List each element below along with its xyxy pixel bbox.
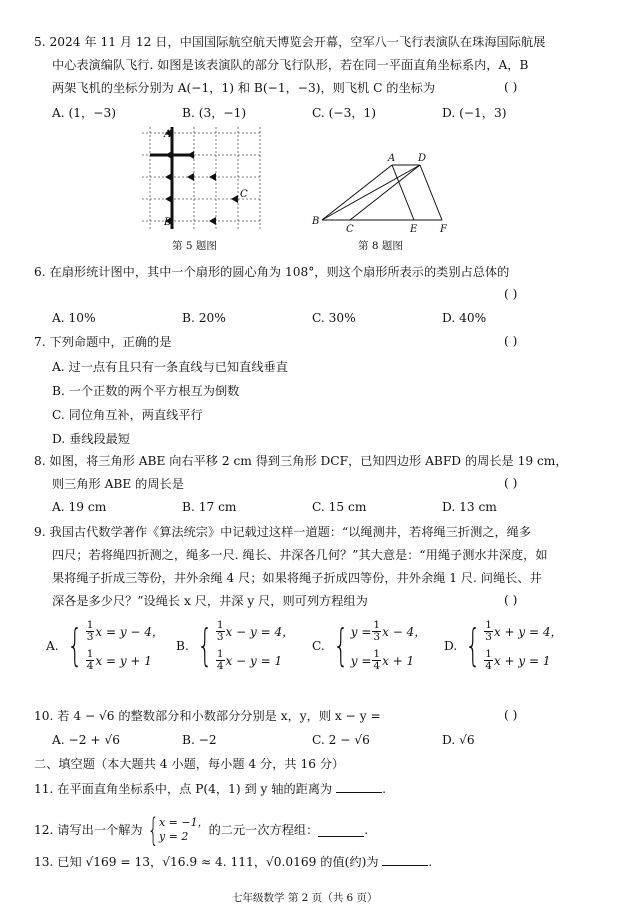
q9-option-d [444, 620, 562, 672]
q8-option-b: B. 17 cm [182, 500, 237, 514]
q5-line3: 两架飞机的坐标分别为 A(−1，1) 和 B(−1，−3)，则飞机 C 的坐标为 [52, 81, 436, 95]
q7-answer-paren: ( ) [504, 334, 518, 348]
q8-answer-paren: ( ) [504, 476, 518, 490]
q7-option-a: A. 过一点有且只有一条直线与已知直线垂直 [52, 360, 288, 374]
q9-line3: 果将绳子折成三等份，井外余绳 4 尺；如果将绳子折成四等份，井外余绳 1 尺. 问绳长、井 [52, 571, 542, 585]
section-2-heading: 二、填空题（本大题共 4 小题，每小题 4 分，共 16 分） [34, 757, 345, 771]
q8-line1: 8. 如图，将三角形 ABE 向右平移 2 cm 得到三角形 DCF，已知四边形 ABFD 的周长是 19 cm， [34, 454, 568, 468]
q10-option-a: A. −2 + √6 [52, 733, 120, 747]
q9-c-eq1: y = $\frac{1}{3}$ x − 4， [350, 619, 427, 643]
q10-option-c: C. 2 − √6 [312, 733, 370, 747]
fig8-label-e: E [410, 224, 418, 234]
brace-icon: { [465, 620, 481, 671]
q10-option-d: D. √6 [442, 733, 475, 747]
q11-text: 11. 在平面直角坐标系中，点 P(4，1) 到 y 轴的距离为 [34, 782, 333, 796]
fig8-label-b: B [312, 216, 320, 227]
brace-icon: { [333, 620, 349, 671]
fig8-label-c: C [346, 224, 354, 234]
q11-answer-blank[interactable] [336, 780, 382, 793]
fig8-label-f: F [440, 224, 447, 234]
q5-line2: 中心表演编队飞行. 如图是该表演队的部分飞行队形，若在同一平面直角坐标系内，A，B [52, 58, 529, 72]
q9-line1: 9. 我国古代数学著作《算法统宗》中记载过这样一道题：“以绳测井，若将绳三折测之，绳多 [34, 525, 532, 539]
q12-system [159, 816, 209, 844]
q13-end: . [428, 855, 433, 869]
q5-option-b: B. (3，−1) [182, 106, 247, 120]
q9-c-eq2: y = $\frac{1}{4}$ x + 1 [350, 648, 415, 672]
brace-icon: { [147, 811, 159, 849]
q12-end: . [364, 823, 369, 837]
q13-answer-blank[interactable] [382, 853, 428, 866]
q8-option-c: C. 15 cm [312, 500, 367, 514]
figure-5-grid [140, 125, 270, 235]
q5-answer-paren: ( ) [504, 80, 518, 94]
q9-d-eq2: $\frac{1}{4}$ x + y = 1 [485, 648, 551, 672]
q9-a-eq1: $\frac{1}{3}$ x = y − 4， [86, 619, 164, 643]
q10-option-b: B. −2 [182, 733, 217, 747]
brace-icon: { [66, 620, 83, 671]
q5-line1: 5. 2024 年 11 月 12 日，中国国际航空航天博览会开幕，空军八一飞行表演队在珠海国际航展 [34, 35, 546, 49]
q7-option-d: D. 垂线段最短 [52, 432, 131, 446]
q6-answer-paren: ( ) [504, 287, 518, 301]
q7-line1: 7. 下列命题中，正确的是 [34, 335, 172, 349]
q5-option-d: D. (−1，3) [442, 106, 507, 120]
q6-line1: 6. 在扇形统计图中，其中一个扇形的圆心角为 108°，则这个扇形所表示的类别占总体的 [34, 265, 510, 279]
q8-line2: 则三角形 ABE 的周长是 [52, 477, 184, 491]
fig5-label-a: A [164, 129, 172, 140]
q6-option-b: B. 20% [182, 311, 226, 325]
q12-answer-blank[interactable] [318, 824, 364, 837]
q8-option-d: D. 13 cm [442, 500, 497, 514]
q7-option-c: C. 同位角互补，两直线平行 [52, 408, 203, 422]
fig8-label-d: D [418, 153, 427, 164]
q9-line2: 四尺；若将绳四折测之，绳多一尺. 绳长、井深各几何？”其大意是：“用绳子测水井深度，如 [52, 548, 548, 562]
q9-option-d-letter: D. [444, 639, 458, 653]
q9-option-c-letter: C. [312, 639, 325, 653]
q11-line [34, 780, 386, 797]
q13-text: 13. 已知 √169 = 13，√16.9 ≈ 4. 111，√0.0169 的值(约)为 [34, 855, 379, 869]
q10-line1: 10. 若 4 − √6 的整数部分和小数部分分别是 x，y，则 x − y = [34, 709, 381, 723]
fig5-label-c: C [240, 189, 248, 200]
q13-line [34, 853, 432, 870]
q9-line4: 深各是多少尺？”设绳长 x 尺，井深 y 尺，则可列方程组为 [52, 594, 368, 608]
q9-d-eq1: $\frac{1}{3}$ x + y = 4， [485, 619, 563, 643]
q12-line [34, 811, 369, 849]
q8-option-a: A. 19 cm [52, 500, 107, 514]
q9-option-a-letter: A. [46, 639, 59, 653]
q9-b-eq1: $\frac{1}{3}$ x − y = 4， [216, 619, 295, 643]
q9-answer-paren: ( ) [504, 593, 518, 607]
q11-end: . [382, 782, 386, 796]
q12-eq1: x = −1， [158, 816, 209, 829]
fig8-label-a: A [388, 153, 396, 164]
page-footer: 七年级数学 第 2 页（共 6 页） [232, 892, 378, 904]
q7-option-b: B. 一个正数的两个平方根互为倒数 [52, 384, 240, 398]
figure-8-caption: 第 8 题图 [358, 240, 403, 252]
q9-option-b-letter: B. [176, 639, 189, 653]
q6-option-a: A. 10% [52, 311, 96, 325]
q9-option-c [312, 620, 426, 672]
figure-5-caption: 第 5 题图 [172, 240, 217, 252]
fig5-label-b: B [164, 217, 172, 228]
q10-answer-paren: ( ) [504, 708, 518, 722]
q9-option-a [46, 620, 164, 672]
q12-head: 12. 请写出一个解为 [34, 823, 143, 837]
q5-option-c: C. (−3，1) [312, 106, 377, 120]
brace-icon: { [197, 620, 213, 671]
figure-8-diagram [310, 150, 460, 234]
q5-option-a: A. (1，−3) [52, 106, 116, 120]
q12-tail: 的二元一次方程组： [208, 823, 319, 837]
q6-option-c: C. 30% [312, 311, 356, 325]
q9-option-b [176, 620, 294, 672]
q6-option-d: D. 40% [442, 311, 487, 325]
q9-a-eq2: $\frac{1}{4}$ x = y + 1 [86, 648, 152, 672]
q9-b-eq2: $\frac{1}{4}$ x − y = 1 [216, 648, 283, 672]
q12-eq2: y = 2 [158, 830, 189, 843]
